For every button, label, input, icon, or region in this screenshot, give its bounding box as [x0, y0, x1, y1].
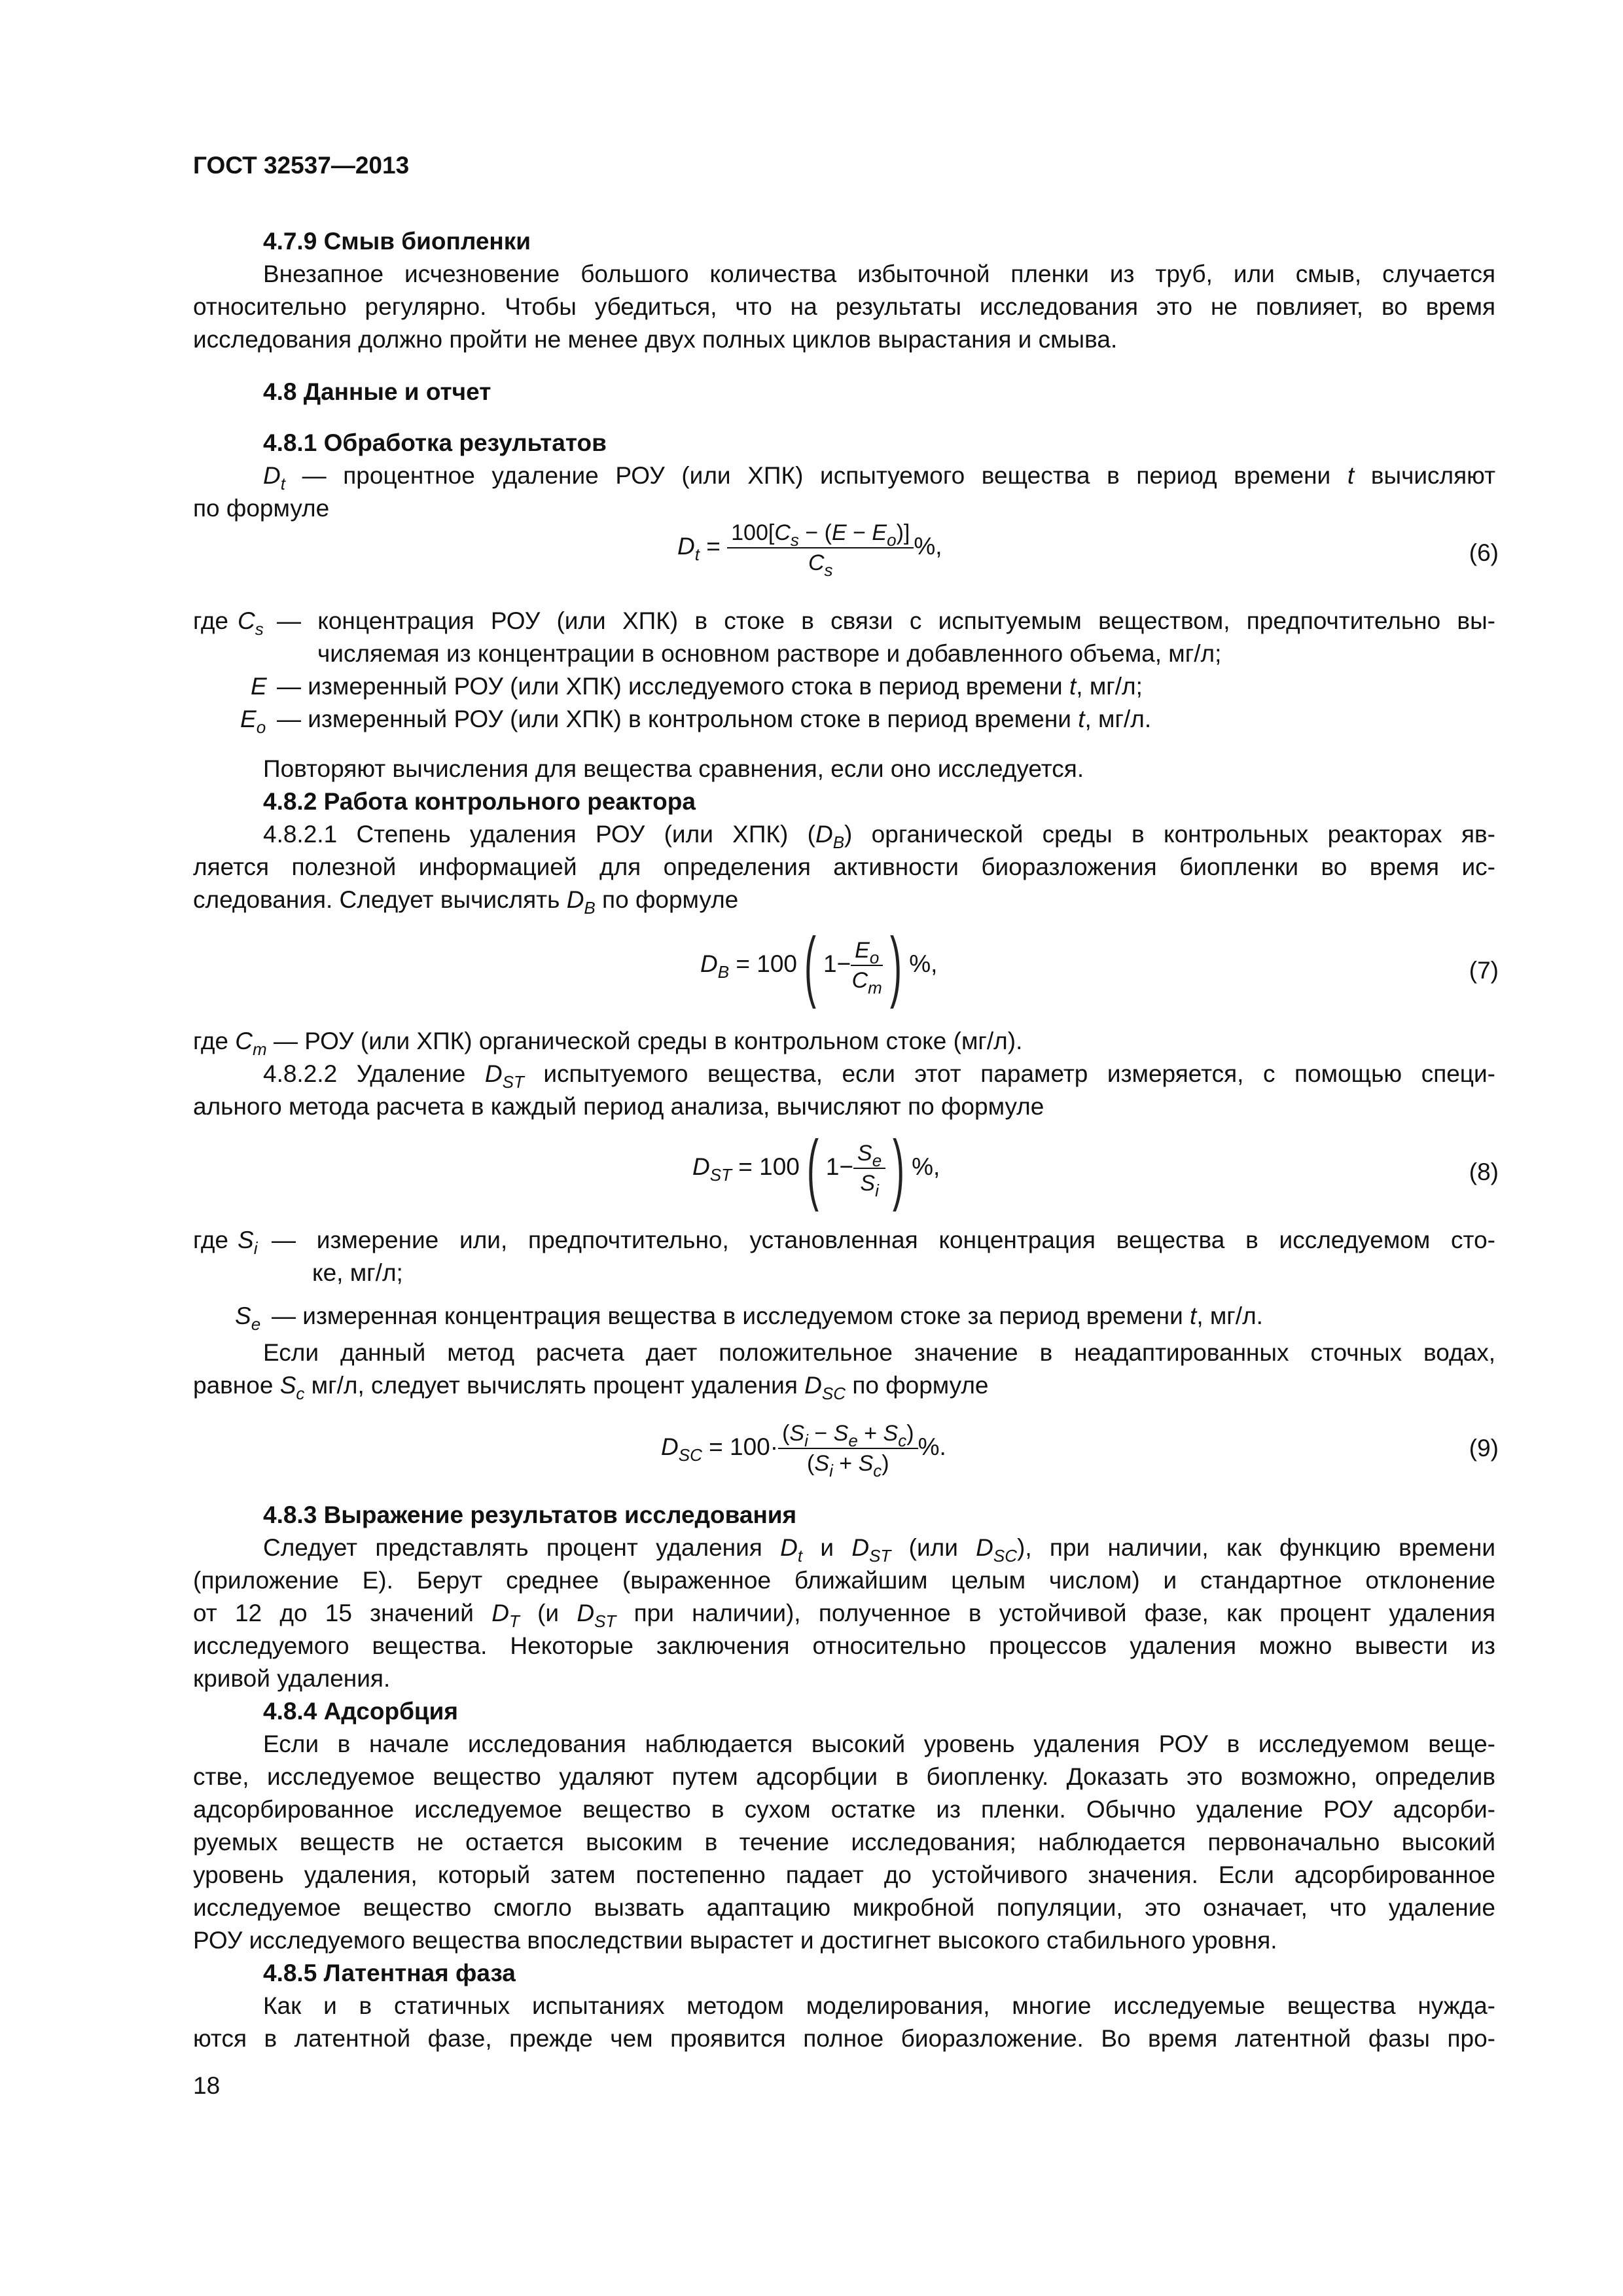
text-line: адсорбированное исследуемое вещество в сухом остатке из пленки. Обычно удаление РОУ адсорби- — [193, 1796, 1495, 1823]
definition-cm: где $C_m$ — РОУ (или ХПК) органической среды в контрольном стоке (мг/л). — [193, 1028, 1023, 1059]
text-line: исследования должно пройти не менее двух полных циклов вырастания и смыва. — [193, 326, 1118, 353]
text-line: Если данный метод расчета дает положительное значение в неадаптированных сточных водах, — [263, 1339, 1495, 1366]
text-line: Как и в статичных испытаниях методом моделирования, многие исследуемые вещества нужда- — [263, 1992, 1495, 2019]
text-line: исследуемое вещество смогло вызвать адаптацию микробной популяции, это означает, что удаление — [193, 1894, 1495, 1921]
heading-4-8-3: 4.8.3 Выражение результатов исследования — [263, 1501, 797, 1528]
formula-6: $D_t$ = $\frac{100[C_s - (E - E_o)]}{C_s}$ %, — [677, 518, 942, 577]
text-line: от 12 до 15 значений $D_T$ (и $D_{ST}$ при наличии), полученное в устойчивой фазе, как процент удаления — [193, 1600, 1495, 1631]
text-line: исследуемого вещества. Некоторые заключения относительно процессов удаления можно вывести из — [193, 1632, 1495, 1659]
text-line: (приложение Е). Берут среднее (выраженное ближайшим целым числом) и стандартное отклонение — [193, 1567, 1495, 1594]
text-line: ляется полезной информацией для определения активности биоразложения биопленки во время ис- — [193, 853, 1495, 880]
paragraph-sc — [193, 1336, 1495, 1402]
text-line: следования. Следует вычислять $D_B$ по формуле — [193, 886, 739, 918]
paragraph-4-7-9 — [193, 258, 1495, 356]
formula-7-fraction: $\frac{E_o}{C_m}$ — [851, 936, 883, 995]
formula-8: $D_{ST} = 100$( 1− $\frac{S_e}{S_i}$ ) %, — [692, 1124, 940, 1212]
heading-4-8: 4.8 Данные и отчет — [263, 378, 491, 405]
formula-9-number: (9) — [1469, 1435, 1499, 1462]
paragraph-4-8-4 — [193, 1728, 1495, 1957]
text-line: уровень удаления, который затем постепенно падает до устойчивого значения. Если адсорбированное — [193, 1861, 1495, 1888]
repeat-note: Повторяют вычисления для вещества сравнения, если оно исследуется. — [263, 755, 1084, 782]
heading-4-7-9: 4.7.9 Смыв биопленки — [263, 228, 531, 255]
formula-7-number: (7) — [1469, 957, 1499, 984]
definition-cs: где $C_s$ — концентрация РОУ (или ХПК) в стоке в связи с испытуемым веществом, предпочтительно вы- — [193, 607, 1495, 639]
paragraph-4-8-3 — [193, 1532, 1495, 1695]
heading-4-8-4: 4.8.4 Адсорбция — [263, 1698, 459, 1725]
definition-si: где $S_i$ — измерение или, предпочтительно, установленная концентрация вещества в исследуемом сто- — [193, 1227, 1495, 1258]
text-line: ального метода расчета в каждый период анализа, вычисляют по формуле — [193, 1093, 1044, 1120]
text-line: относительно регулярно. Чтобы убедиться, что на результаты исследования это не повлияет, во время — [193, 293, 1495, 320]
formula-9: $D_{SC} = 100\cdot$ $\frac{(S_i - S_e + S_c)}{(S_i + S_c)}$ %. — [661, 1419, 946, 1478]
text-line: стве, исследуемое вещество удаляют путем адсорбции в биопленку. Доказать это возможно, определив — [193, 1763, 1495, 1790]
text-line: Внезапное исчезновение большого количества избыточной пленки из труб, или смыв, случается — [263, 260, 1495, 287]
text-line: Следует представлять процент удаления $D_t$ и $D_{ST}$ (или $D_{SC}$), при наличии, как функцию времени — [263, 1534, 1495, 1566]
formula-9-fraction: $\frac{(S_i - S_e + S_c)}{(S_i + S_c)}$ — [778, 1419, 918, 1478]
paragraph-4-8-2-2 — [193, 1058, 1495, 1123]
definitions-formula-8 — [193, 1224, 1495, 1333]
formula-6-number: (6) — [1469, 539, 1499, 566]
text-line: Если в начале исследования наблюдается высокий уровень удаления РОУ в исследуемом веще- — [263, 1731, 1495, 1757]
heading-4-8-5: 4.8.5 Латентная фаза — [263, 1960, 516, 1986]
page-number: 18 — [193, 2072, 221, 2099]
formula-6-fraction: $\frac{100[C_s - (E - E_o)]}{C_s}$ — [727, 518, 914, 577]
formula-7: $D_B = 100$( 1− $\frac{E_o}{C_m}$ ) %, — [700, 922, 938, 1009]
text-line: РОУ исследуемого вещества впоследствии вырастет и достигнет высокого стабильного уровня. — [193, 1927, 1277, 1954]
definition-eo: $E_o$ — измеренный РОУ (или ХПК) в контрольном стоке в период времени t, мг/л. — [240, 706, 1152, 737]
text-line: руемых веществ не остается высоким в течение исследования; наблюдается первоначально высокий — [193, 1829, 1495, 1856]
definitions-formula-6 — [193, 605, 1495, 736]
definition-e: E — измеренный РОУ (или ХПК) исследуемого стока в период времени t, мг/л; — [251, 673, 1143, 700]
formula-8-fraction: $\frac{S_e}{S_i}$ — [853, 1139, 885, 1198]
paragraph-4-8-5 — [193, 1990, 1495, 2055]
definition-se: $S_e$ — измеренная концентрация вещества в исследуемом стоке за период времени t, мг/л. — [235, 1302, 1263, 1334]
text-line: равное $S_c$ мг/л, следует вычислять процент удаления $D_{SC}$ по формуле — [193, 1372, 989, 1403]
heading-4-8-1: 4.8.1 Обработка результатов — [263, 429, 607, 456]
definition-cs-cont: числяемая из концентрации в основном растворе и добавленного объема, мг/л; — [317, 640, 1222, 667]
paragraph-4-8-1 — [193, 459, 1495, 525]
text-line: по формуле — [193, 495, 330, 522]
text-line: 4.8.2.1 Степень удаления РОУ (или ХПК) $(D_B)$ органической среды в контрольных реакторах яв- — [263, 821, 1496, 852]
text-line: 4.8.2.2 Удаление $D_{ST}$ испытуемого вещества, если этот параметр измеряется, с помощью специ- — [263, 1060, 1495, 1092]
text-line: $D_t$ — процентное удаление РОУ (или ХПК) испытуемого вещества в период времени t вычисляют — [263, 462, 1496, 493]
heading-4-8-2: 4.8.2 Работа контрольного реактора — [263, 788, 696, 815]
paragraph-4-8-2-1 — [193, 818, 1495, 916]
definition-si-cont: ке, мг/л; — [312, 1259, 403, 1286]
text-line: ются в латентной фазе, прежде чем проявится полное биоразложение. Во время латентной фазы про- — [193, 2025, 1495, 2052]
formula-8-number: (8) — [1469, 1158, 1499, 1185]
document-header: ГОСТ 32537—2013 — [193, 152, 410, 179]
text-line: кривой удаления. — [193, 1665, 391, 1692]
